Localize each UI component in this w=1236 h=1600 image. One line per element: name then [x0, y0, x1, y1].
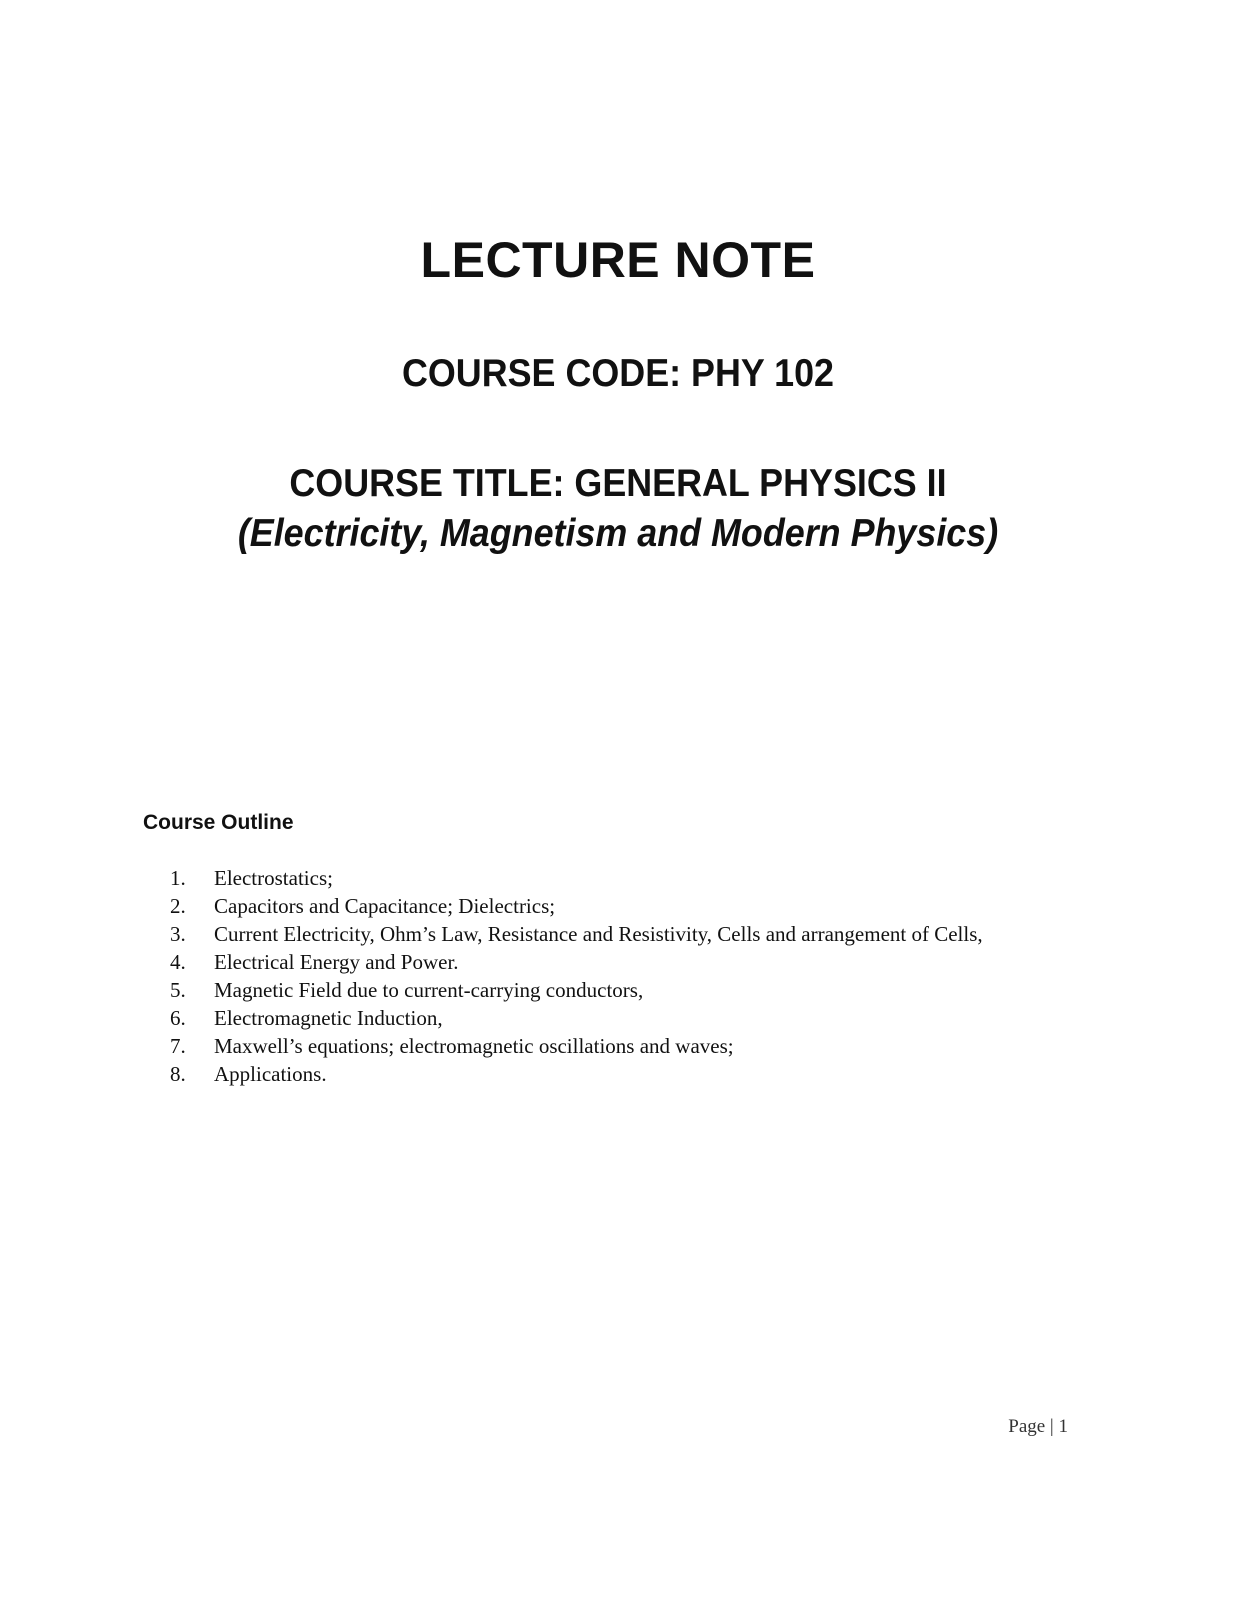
- list-item-text: Electrostatics;: [214, 866, 333, 890]
- list-item-number: 6.: [170, 1006, 186, 1030]
- course-title: COURSE TITLE: GENERAL PHYSICS II: [289, 462, 947, 505]
- list-item-text: Magnetic Field due to current-carrying conductors,: [214, 978, 644, 1002]
- course-subtitle: (Electricity, Magnetism and Modern Physics): [237, 512, 999, 555]
- list-item-text: Electromagnetic Induction,: [214, 1006, 443, 1030]
- document-title: LECTURE NOTE: [420, 232, 816, 288]
- course-outline-heading: Course Outline: [143, 811, 294, 834]
- list-item-number: 2.: [170, 894, 186, 918]
- list-item-text: Electrical Energy and Power.: [214, 950, 459, 974]
- list-item: [143, 892, 1083, 920]
- list-item: [143, 864, 1083, 892]
- list-item-number: 7.: [170, 1034, 186, 1058]
- list-item-text: Capacitors and Capacitance; Dielectrics;: [214, 894, 556, 918]
- list-item: [143, 1004, 1083, 1032]
- page-number: Page | 1: [1008, 1416, 1068, 1437]
- list-item: [143, 1060, 1083, 1088]
- list-item-text: Applications.: [214, 1062, 327, 1086]
- list-item-text: Maxwell’s equations; electromagnetic oscillations and waves;: [214, 1034, 734, 1058]
- course-code: COURSE CODE: PHY 102: [401, 352, 835, 395]
- list-item: [143, 1032, 1083, 1060]
- list-item-number: 3.: [170, 922, 186, 946]
- list-item-text: Current Electricity, Ohm’s Law, Resistance and Resistivity, Cells and arrangement of Cells,: [214, 922, 983, 946]
- list-item-number: 5.: [170, 978, 186, 1002]
- list-item: [143, 948, 1083, 976]
- list-item: [143, 920, 1083, 948]
- course-outline-list: [143, 864, 1083, 1088]
- list-item-number: 8.: [170, 1062, 186, 1086]
- list-item: [143, 976, 1083, 1004]
- list-item-number: 1.: [170, 866, 186, 890]
- list-item-number: 4.: [170, 950, 186, 974]
